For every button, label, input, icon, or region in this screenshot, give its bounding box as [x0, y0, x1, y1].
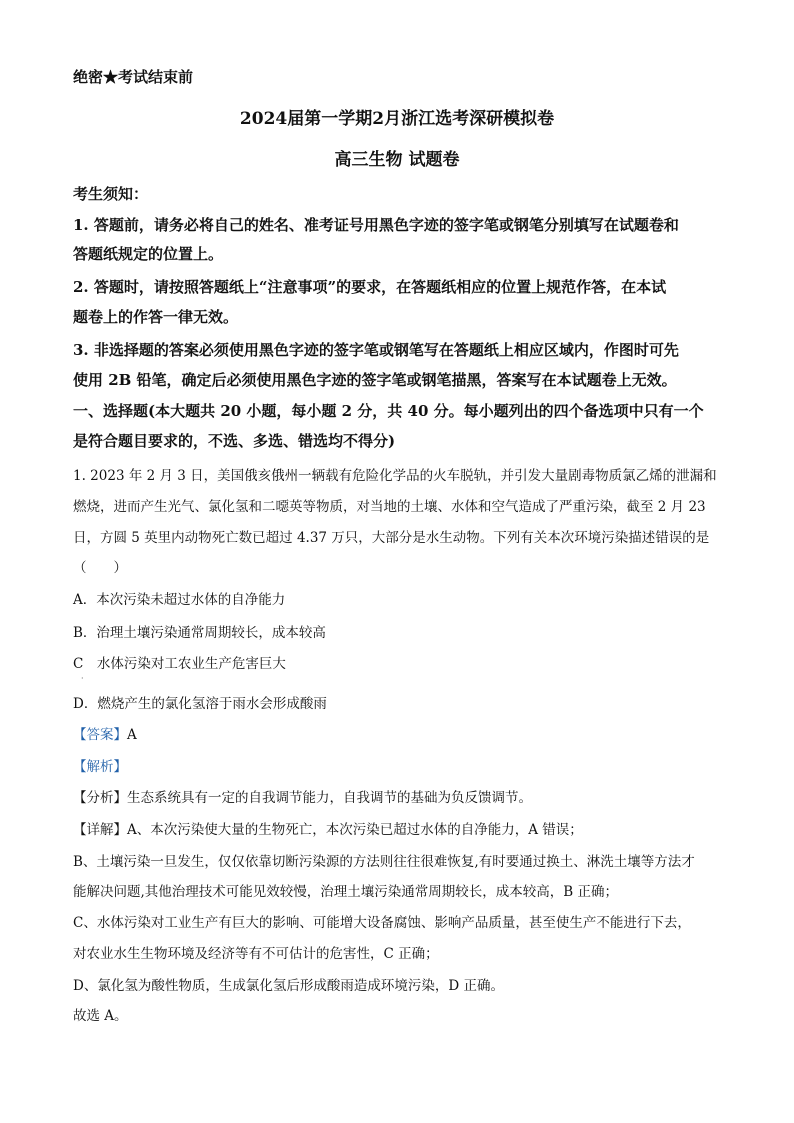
question-1-line-1: 1. 2023 年 2 月 3 日，美国俄亥俄州一辆载有危险化学品的火车脱轨，并引发大量剧毒物质氯乙烯的泄漏和	[73, 468, 717, 484]
detail-c-line-1: C、水体污染对工业生产有巨大的影响、可能增大设备腐蚀、影响产品质量，甚至使生产不能进行下去，	[73, 915, 691, 931]
detail-b-line-1: B、土壤污染一旦发生，仅仅依靠切断污染源的方法则往往很难恢复,有时要通过换土、淋洗土壤等方法才	[73, 854, 695, 870]
secret-label: 绝密★考试结束前	[73, 68, 194, 86]
analysis-line	[73, 786, 723, 806]
answer-line	[73, 723, 723, 743]
detail-c-line-2: 对农业水生生物环境及经济等有不可估计的危害性，C 正确；	[73, 946, 439, 962]
detail-tag: 【详解】	[73, 822, 127, 838]
answer-tag: 【答案】	[73, 727, 127, 743]
analysis-text: 生态系统具有一定的自我调节能力，自我调节的基础为负反馈调节。	[127, 790, 532, 806]
analysis-tag: 【分析】	[73, 790, 127, 806]
answer-value: A	[127, 727, 137, 743]
notice-item-3-line-1: 3. 非选择题的答案必须使用黑色字迹的签字笔或钢笔写在答题纸上相应区域内，作图时可先	[73, 341, 679, 359]
explain-line	[73, 755, 723, 775]
detail-line-a	[73, 818, 723, 838]
question-1-line-2: 燃烧，进而产生光气、氯化氢和二噁英等物质，对当地的土壤、水体和空气造成了严重污染，截至 2 月 23	[73, 499, 706, 515]
option-a: A．本次污染未超过水体的自净能力	[73, 592, 286, 608]
question-1-line-3: 日，方圆 5 英里内动物死亡数已超过 4.37 万只，大部分是水生动物。下列有关本次环境污染描述错误的是	[73, 530, 710, 546]
stray-dot: ·	[81, 674, 84, 683]
notice-item-3-line-2: 使用 2B 铅笔，确定后必须使用黑色字迹的签字笔或钢笔描黑，答案写在本试题卷上无效。	[73, 371, 677, 389]
section-heading-line-2: 是符合题目要求的，不选、多选、错选均不得分)	[73, 432, 396, 450]
notice-item-1-line-1: 1. 答题前，请务必将自己的姓名、准考证号用黑色字迹的签字笔或钢笔分别填写在试题卷和	[73, 216, 679, 234]
notice-item-1-line-2: 答题纸规定的位置上。	[73, 245, 224, 263]
option-d: D．燃烧产生的氯化氢溶于雨水会形成酸雨	[73, 696, 327, 712]
option-c: C 水体污染对工农业生产危害巨大	[73, 656, 286, 672]
detail-d-line: D、氯化氢为酸性物质，生成氯化氢后形成酸雨造成环境污染，D 正确。	[73, 978, 504, 994]
exam-title: 2024届第一学期2月浙江选考深研模拟卷	[239, 109, 555, 129]
conclusion-line: 故选 A。	[73, 1008, 128, 1024]
explain-tag: 【解析】	[73, 759, 127, 775]
exam-subtitle: 高三生物 试题卷	[334, 150, 460, 170]
detail-a-text: A、本次污染使大量的生物死亡，本次污染已超过水体的自净能力，A 错误；	[127, 822, 583, 838]
notice-item-2-line-2: 题卷上的作答一律无效。	[73, 308, 239, 326]
detail-b-line-2: 能解决问题,其他治理技术可能见效较慢，治理土壤污染通常周期较长，成本较高，B 正确；	[73, 884, 619, 900]
notice-item-2-line-1: 2. 答题时，请按照答题纸上“注意事项”的要求，在答题纸相应的位置上规范作答，在本试	[73, 278, 667, 296]
notice-heading: 考生须知：	[73, 185, 149, 203]
section-heading-line-1: 一、选择题(本大题共 20 小题，每小题 2 分，共 40 分。每小题列出的四个备选项中只有一个	[73, 402, 704, 420]
question-1-line-4: （ ）	[73, 560, 127, 576]
option-b: B．治理土壤污染通常周期较长，成本较高	[73, 625, 326, 641]
